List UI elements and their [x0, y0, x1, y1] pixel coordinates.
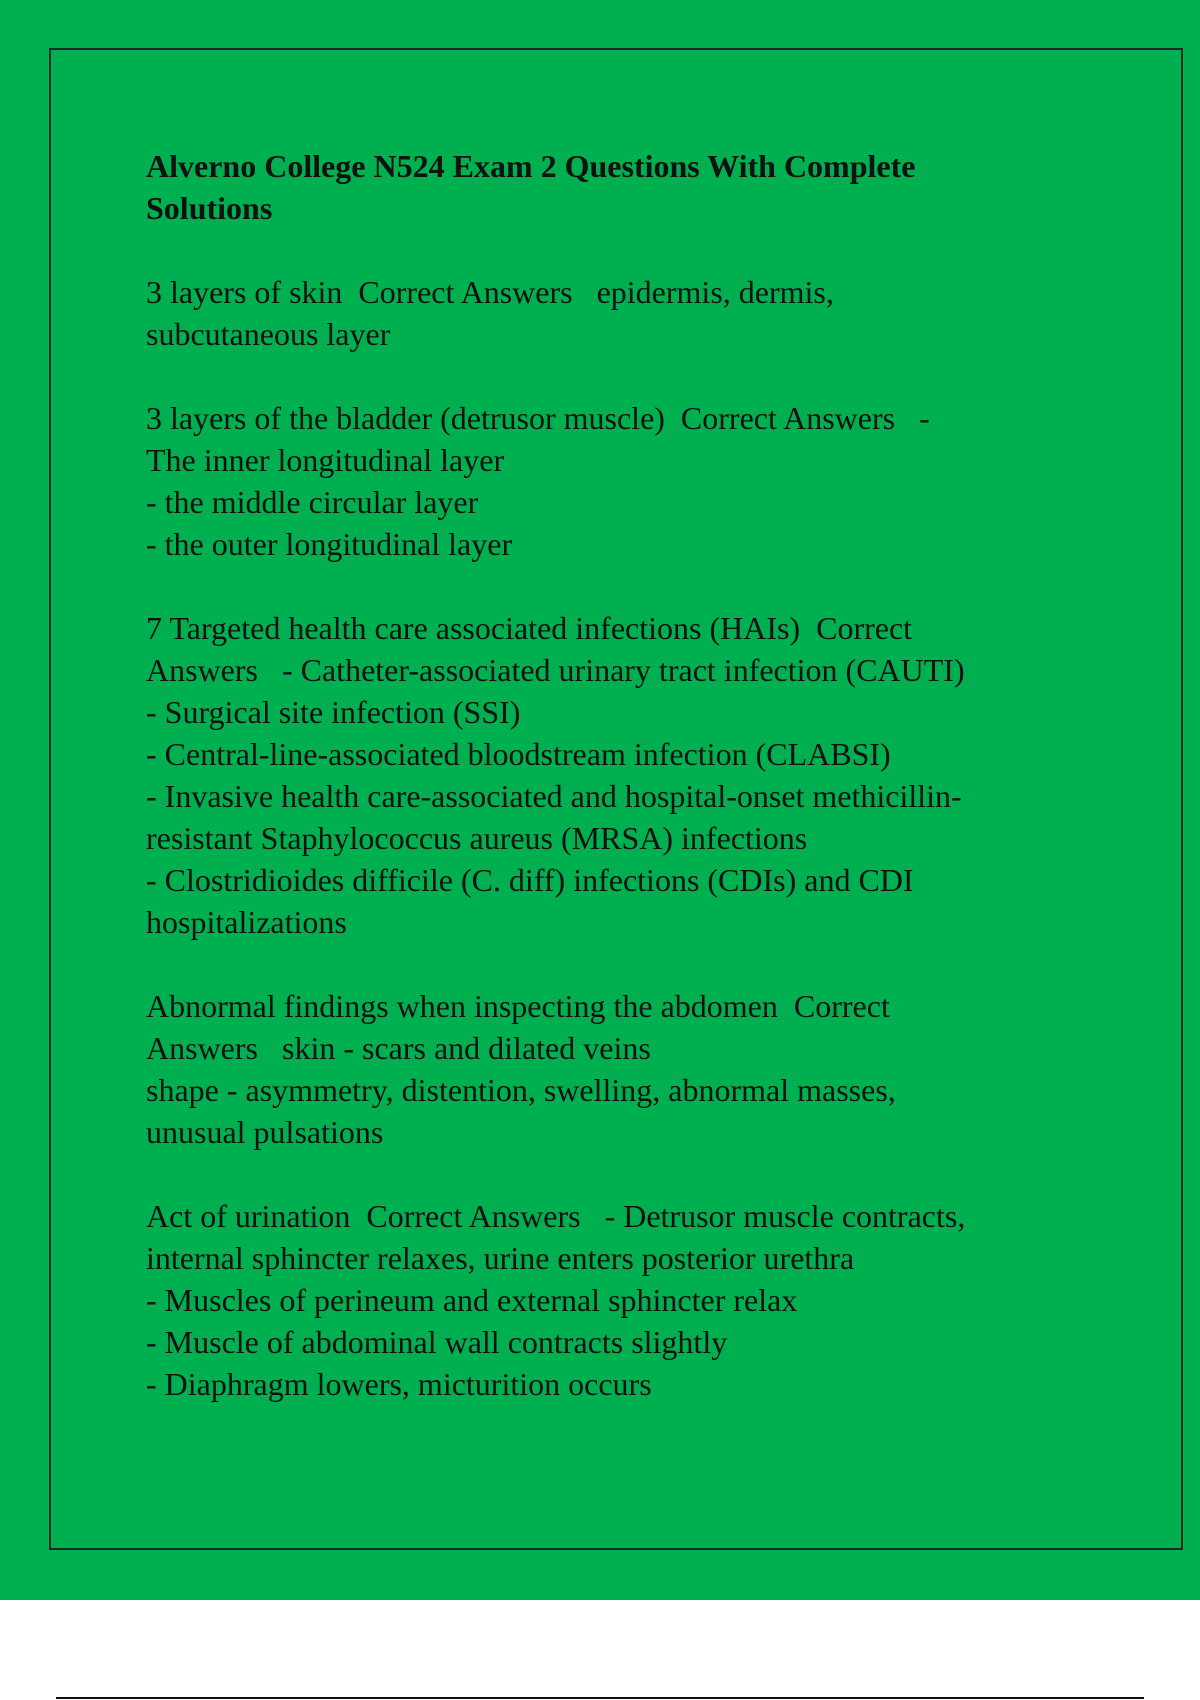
entry-line: hospitalizations [146, 904, 347, 940]
entry-line: - Central-line-associated bloodstream infection (CLABSI) [146, 736, 891, 772]
entry-line: 3 layers of skin Correct Answers epidermis, dermis, [146, 274, 834, 310]
entry-line: - Clostridioides difficile (C. diff) infections (CDIs) and CDI [146, 862, 914, 898]
qa-entry-abdomen-findings [146, 985, 1106, 1153]
entry-line: shape - asymmetry, distention, swelling, abnormal masses, [146, 1072, 896, 1108]
qa-entry-urination [146, 1195, 1106, 1405]
entry-line: unusual pulsations [146, 1114, 384, 1150]
entry-line: Act of urination Correct Answers - Detrusor muscle contracts, [146, 1198, 966, 1234]
entry-line: The inner longitudinal layer [146, 442, 505, 478]
entry-line: internal sphincter relaxes, urine enters posterior urethra [146, 1240, 855, 1276]
entry-line: - Surgical site infection (SSI) [146, 694, 521, 730]
entry-line: subcutaneous layer [146, 316, 391, 352]
entry-line: - the middle circular layer [146, 484, 479, 520]
entry-line: - the outer longitudinal layer [146, 526, 513, 562]
entry-line: Answers skin - scars and dilated veins [146, 1030, 651, 1066]
entry-line: Answers - Catheter-associated urinary tract infection (CAUTI) [146, 652, 965, 688]
qa-entry-hai-infections [146, 607, 1106, 943]
entry-line: - Invasive health care-associated and hospital-onset methicillin- [146, 778, 962, 814]
title-line: Solutions [146, 190, 273, 226]
title-line: Alverno College N524 Exam 2 Questions With Complete [146, 148, 916, 184]
document-content [146, 145, 1106, 1447]
qa-entry-skin-layers [146, 271, 1106, 355]
entry-line: - Diaphragm lowers, micturition occurs [146, 1366, 652, 1402]
entry-line: - Muscles of perineum and external sphincter relax [146, 1282, 798, 1318]
document-title [146, 145, 1106, 229]
qa-entry-bladder-layers [146, 397, 1106, 565]
entry-line: Abnormal findings when inspecting the abdomen Correct [146, 988, 890, 1024]
entry-line: 7 Targeted health care associated infections (HAIs) Correct [146, 610, 913, 646]
footer-divider [56, 1697, 1144, 1699]
entry-line: - Muscle of abdominal wall contracts slightly [146, 1324, 728, 1360]
entry-line: 3 layers of the bladder (detrusor muscle) Correct Answers - [146, 400, 930, 436]
entry-line: resistant Staphylococcus aureus (MRSA) infections [146, 820, 808, 856]
